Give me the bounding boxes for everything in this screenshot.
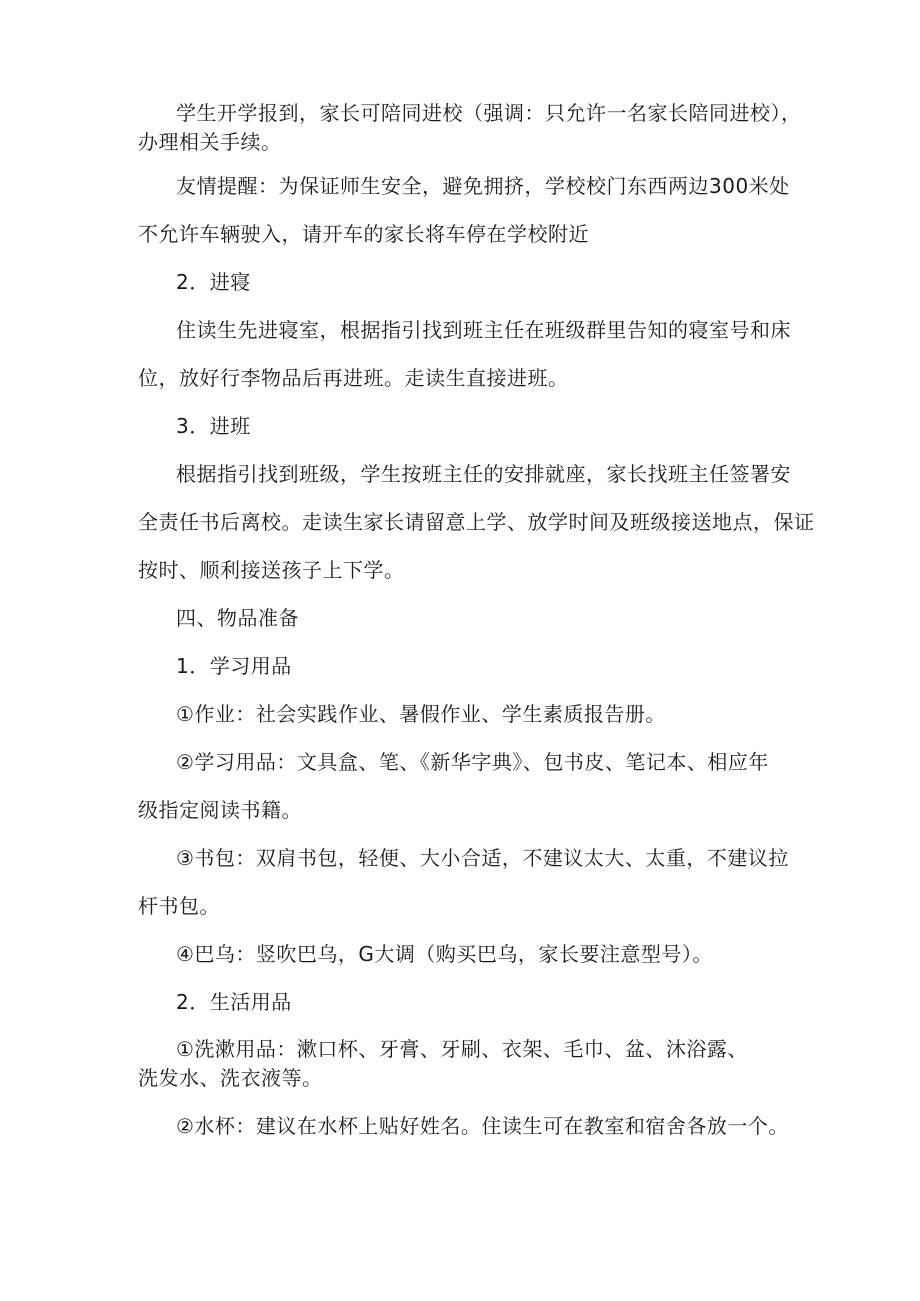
list-item: ②水杯：建议在水杯上贴好姓名。住读生可在教室和宿舍各放一个。 xyxy=(176,1114,789,1138)
paragraph-line: 学生开学报到，家长可陪同进校（强调：只允许一名家长陪同进校）， xyxy=(176,101,802,125)
list-item: ②学习用品：文具盒、笔、《新华字典》、包书皮、笔记本、相应年 xyxy=(176,750,769,774)
section-heading: 2．进寝 xyxy=(176,270,251,294)
section-heading: 2．生活用品 xyxy=(176,990,292,1014)
list-item: 洗发水、洗衣液等。 xyxy=(138,1066,323,1090)
paragraph-line: 不允许车辆驶入，请开车的家长将车停在学校附近 xyxy=(138,222,589,246)
section-heading: 1．学习用品 xyxy=(176,654,292,678)
section-heading: 3．进班 xyxy=(176,414,251,438)
paragraph-line: 位，放好行李物品后再进班。走读生直接进班。 xyxy=(138,366,569,390)
list-item: ①洗漱用品：漱口杯、牙膏、牙刷、衣架、毛巾、盆、沐浴露、 xyxy=(176,1037,748,1061)
list-item: ①作业：社会实践作业、暑假作业、学生素质报告册。 xyxy=(176,702,666,726)
paragraph-line: 住读生先进寝室，根据指引找到班主任在班级群里告知的寝室号和床 xyxy=(176,318,791,342)
paragraph-line: 按时、顺利接送孩子上下学。 xyxy=(138,558,405,582)
list-item: ④巴乌：竖吹巴乌，G大调（购买巴乌，家长要注意型号）。 xyxy=(176,942,713,966)
paragraph-line: 根据指引找到班级，学生按班主任的安排就座，家长找班主任签署安 xyxy=(176,462,791,486)
list-item: ③书包：双肩书包，轻便、大小合适，不建议太大、太重，不建议拉 xyxy=(176,846,789,870)
paragraph-line: 办理相关手续。 xyxy=(138,130,282,154)
paragraph-line: 全责任书后离校。走读生家长请留意上学、放学时间及班级接送地点，保证 xyxy=(138,510,815,534)
section-heading: 四、物品准备 xyxy=(176,606,299,630)
list-item: 杆书包。 xyxy=(138,894,220,918)
list-item: 级指定阅读书籍。 xyxy=(138,798,302,822)
paragraph-line: 友情提醒：为保证师生安全，避免拥挤，学校校门东西两边300米处 xyxy=(176,174,790,198)
